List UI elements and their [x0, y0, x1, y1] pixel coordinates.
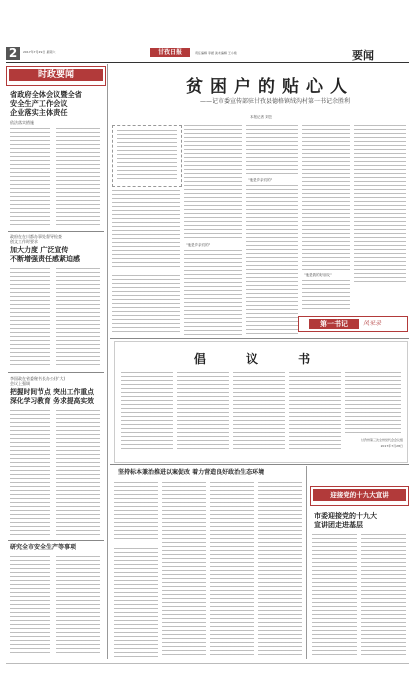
- story3-headline-line1: 把握时间节点 突出工作重点: [10, 388, 94, 396]
- proposal-body-col4: [289, 372, 341, 452]
- story2-headline-line1: 加大力度 广泛宣传: [10, 246, 69, 254]
- bottom-story-col4: [258, 482, 302, 657]
- story4-headline: 研究全市安全生产等事项: [10, 544, 77, 551]
- proposal-date: 2017年7月28日: [380, 444, 403, 448]
- story2-kicker-line2: 创文工作时要求: [10, 239, 38, 244]
- story3-kicker: [10, 376, 102, 386]
- story3-body-col1: [10, 410, 50, 535]
- feature-body-col1: [112, 190, 180, 270]
- editor-line: 责任编辑 李媛 美术编辑 王小艳: [195, 51, 237, 55]
- time-news-banner: 时政要闻: [9, 69, 103, 81]
- story2-body-col2: [56, 268, 100, 368]
- proposal-box: [114, 341, 408, 463]
- story2-headline-line2: 不断增强责任感紧迫感: [10, 255, 80, 263]
- feature-body-col4: [302, 125, 350, 270]
- story4-body-col2: [56, 556, 100, 656]
- xuanjiang-body-col2: [361, 534, 406, 657]
- bottom-story-col2: [162, 482, 206, 657]
- proposal-body-col3: [233, 372, 285, 452]
- footer-rule: [6, 663, 409, 667]
- feature-body-col2b: [184, 250, 242, 335]
- feature-subtitle: ——记市委宣传部驻甘孜县德格镇绒沟村第一书记余胜利: [199, 98, 350, 105]
- page-number: 2: [6, 47, 20, 60]
- section-title: 要闻: [352, 49, 374, 62]
- story3-body-col2: [56, 410, 100, 535]
- proposal-title: 倡 议 书: [193, 352, 329, 366]
- story3-headline: [10, 388, 106, 406]
- feature-body-col4b: [302, 280, 350, 310]
- story3-kicker-line2: 会议上强调: [10, 381, 30, 386]
- xuanjiang-headline-line2: 宣讲团走进基层: [314, 521, 363, 529]
- story2-headline: [10, 246, 104, 264]
- first-secretary-tag-side: 风采录: [363, 320, 382, 327]
- feature-body-col5: [354, 125, 406, 285]
- newspaper-logo: 甘孜日报: [150, 48, 190, 57]
- first-secretary-tag-label: 第一书记: [309, 319, 359, 329]
- xuanjiang-headline-line1: 市委迎接党的十九大: [314, 512, 377, 520]
- story3-kicker-line1: 李国政在省委秘书长办公(扩大): [10, 376, 66, 381]
- bottom-story-headline: 坚持标本兼治推进以案促改 着力营造良好政治生态环境: [118, 469, 265, 476]
- xuanjiang-headline: [314, 512, 406, 530]
- xuanjiang-banner: 迎接党的十九大宣讲: [313, 489, 406, 501]
- proposal-body-col2: [177, 372, 229, 452]
- proposal-signature: 甘孜州第三次全州党代会会议组: [360, 438, 403, 442]
- column-separator: [306, 466, 307, 659]
- bottom-story-col3: [210, 482, 254, 657]
- feature-subhead-1: "他是乡亲们的": [186, 243, 211, 247]
- bottom-story-col1b: [114, 548, 158, 657]
- feature-intro-text: [117, 130, 177, 180]
- story4-body-col1: [10, 556, 50, 656]
- divider: [8, 372, 104, 373]
- feature-body-col3b: [246, 185, 298, 335]
- story3-headline-line2: 深化学习教育 务求提高实效: [10, 397, 94, 405]
- date-line: 2017年7月29日 星期六: [23, 50, 56, 54]
- first-secretary-tag: [298, 316, 408, 332]
- story1-headline: [10, 90, 102, 117]
- story2-kicker: [10, 234, 102, 244]
- story1-headline-line1: 省政府全体会议暨全省: [10, 90, 82, 99]
- story1-headline-line2: 安全生产工作会议: [10, 99, 68, 108]
- feature-title: 贫困户的贴心人: [186, 77, 354, 97]
- divider: [110, 464, 409, 465]
- story1-body-col2: [56, 128, 100, 228]
- divider: [8, 231, 104, 232]
- divider: [110, 338, 409, 339]
- feature-body-col1b: [112, 275, 180, 335]
- story2-kicker-line1: 政府在在川都办事处督导检查: [10, 234, 62, 239]
- feature-body-col3: [246, 125, 298, 175]
- feature-body-col2: [184, 125, 242, 240]
- feature-subhead-2: "他是乡亲们的": [248, 178, 273, 182]
- header-rule: [6, 62, 409, 63]
- feature-intro-box: [112, 125, 182, 187]
- feature-subhead-3: "他是我的好朋友": [304, 273, 332, 277]
- story1-body-col1: [10, 128, 50, 228]
- xuanjiang-body-col1: [312, 534, 357, 657]
- story2-body-col1: [10, 268, 50, 368]
- xuanjiang-banner-frame: [310, 486, 409, 506]
- column-separator: [107, 64, 108, 659]
- divider: [8, 540, 104, 541]
- story1-headline-line3: 企业落实主体责任: [10, 108, 68, 117]
- feature-byline: 本报记者 刘芸: [250, 115, 273, 119]
- proposal-body-col5: [345, 372, 401, 434]
- bottom-story-col1: [114, 482, 158, 542]
- story1-subhead: 依法落实措施: [10, 120, 34, 125]
- banner-frame: [6, 66, 106, 86]
- proposal-body-col1: [121, 372, 173, 452]
